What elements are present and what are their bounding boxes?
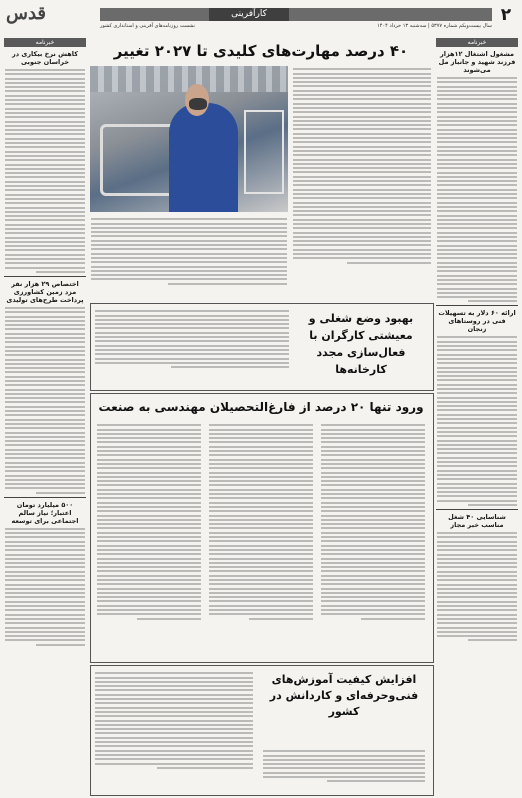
workers-article-text — [94, 308, 290, 386]
right-news-title-3: شناسایی ۴۰ شغل مناسب خبر مجاز — [448, 513, 506, 530]
main-article-text — [292, 66, 432, 298]
photo-worker — [169, 103, 238, 213]
left-news-body-3 — [4, 528, 86, 646]
photo-background-frame — [244, 110, 284, 194]
engineering-article-col-1 — [320, 422, 426, 656]
vocational-article-text — [94, 670, 254, 792]
photo-worker-mask — [189, 98, 207, 110]
workers-article-title: بهبود وضع شغلی و معیشتی کارگران با فعال‌سازی مجدد کارخانه‌ها — [308, 312, 414, 376]
right-news-body-1 — [436, 77, 518, 302]
page-number: ۲ — [500, 5, 512, 25]
vocational-article-headline: افزایش کیفیت آموزش‌های فنی‌وحرفه‌ای و کاردانش در کشور — [269, 673, 419, 718]
right-column-heading: خبرنامه — [436, 38, 518, 47]
left-news-title-1: کاهش نرخ بیکاری در خراسان جنوبی — [12, 50, 78, 66]
main-headline: ۴۰ درصد مهارت‌های کلیدی تا ۲۰۲۷ تغییر — [113, 42, 409, 60]
right-news-body-2 — [436, 336, 518, 506]
left-news-title-2: اختصاص ۲۹ هزار نفر مزد زمین کشاورزی پرداخت طرح‌های تولیدی — [6, 279, 84, 304]
issue-info: سال بیست‌ویکم شماره ۵۳۷۷ | سه‌شنبه ۱۳ خرداد ۱۴۰۴ — [377, 23, 492, 29]
engineering-article-headline: ورود تنها ۲۰ درصد از فارغ‌التحصیلان مهندسی به صنعت — [98, 400, 424, 414]
tagline: نشست روزنامه‌های آفرینی و استانداری کشور — [100, 23, 195, 29]
vocational-article-intro — [262, 748, 426, 792]
page-header — [4, 2, 518, 36]
left-news-body-2 — [4, 307, 86, 494]
right-news-column — [436, 38, 518, 794]
main-photo — [90, 66, 288, 212]
engineering-article-col-3 — [96, 422, 202, 656]
right-news-body-3 — [436, 532, 518, 641]
right-news-title-2: ارائه ۶۰ دلار به تسهیلات فنی در روستاهای زنجان — [438, 309, 516, 334]
right-news-title-1: مشغول اشتغال ۱۲هزار فرزند شهید و جانباز مل می‌شوند — [438, 50, 516, 74]
left-news-body-1 — [4, 69, 86, 273]
header-bar — [100, 8, 492, 21]
paper-logo: قدس — [6, 3, 47, 24]
left-column-heading: خبرنامه — [4, 38, 86, 47]
section-title: کارآفرینی — [209, 8, 289, 21]
left-news-column — [4, 38, 86, 794]
engineering-article-col-2 — [208, 422, 314, 656]
main-article-continued — [90, 216, 288, 300]
left-news-title-3: ۵۰۰ میلیارد تومان اعتبار؛ نیاز سالم اجتماعی برای توسعه — [11, 500, 79, 525]
